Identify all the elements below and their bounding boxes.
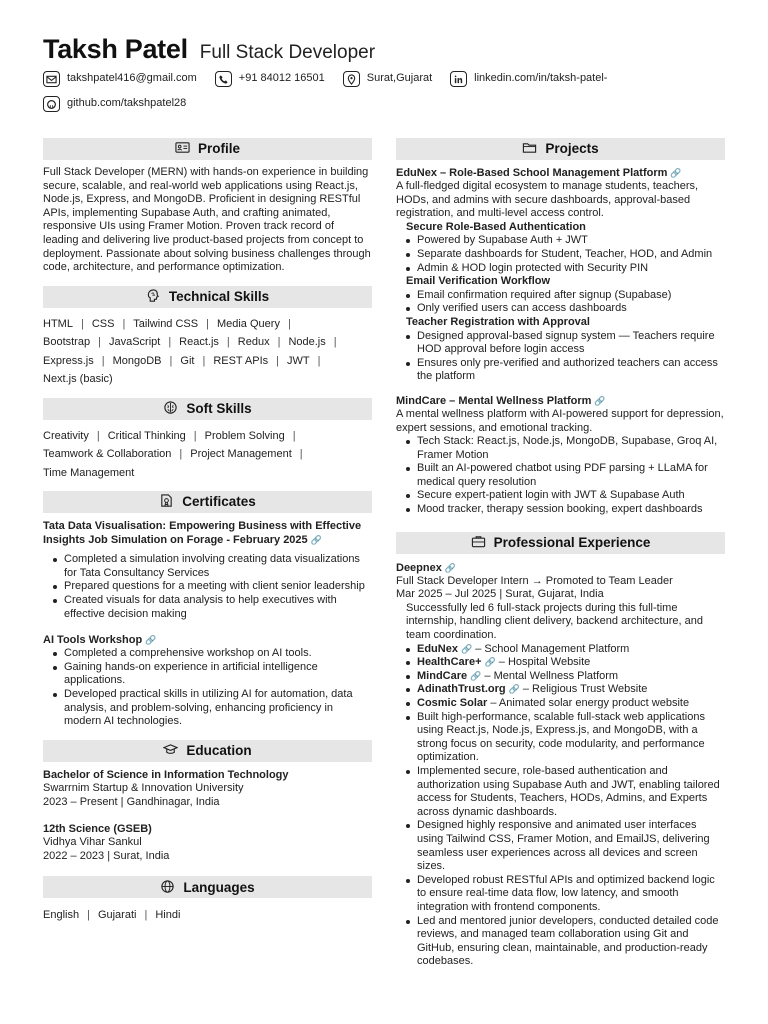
list-item: Implemented secure, role-based authentication and authorization using Supabase Auth and JWT, enabling tailored access for Students, Teachers, HODs, Admins, and Experts across dynamic dashboards.	[396, 765, 725, 819]
project-subheading: Email Verification Workflow	[406, 275, 551, 288]
graduation-cap-icon	[163, 742, 178, 760]
list-item: Mood tracker, therapy session booking, expert dashboards	[396, 503, 725, 517]
certificate-title[interactable]: AI Tools Workshop 🔗	[43, 634, 157, 647]
profile-heading: Profile	[43, 138, 372, 160]
list-item: AdinathTrust.org 🔗 – Religious Trust Website	[396, 683, 725, 697]
list-item: Created visuals for data analysis to help executives with effective decision making	[43, 594, 372, 621]
certificates-heading: Certificates	[43, 491, 372, 513]
skill-item: MongoDB	[112, 354, 162, 367]
contact-github-text: github.com/takshpatel28	[67, 97, 187, 110]
link-icon[interactable]: 🔗	[460, 643, 473, 654]
list-item: Only verified users can access dashboards	[396, 302, 725, 316]
certificate-icon	[159, 493, 174, 511]
skill-item: Project Management	[190, 448, 292, 461]
list-item: Designed highly responsive and animated user interfaces using Tailwind CSS, Framer Motion, and EmailJS, delivering seamless user experiences across all devices and screen sizes.	[396, 819, 725, 873]
language-item: Gujarati	[97, 909, 137, 922]
skill-item: React.js	[179, 336, 219, 349]
certificate-bullets	[43, 647, 372, 729]
link-icon[interactable]: 🔗	[145, 635, 157, 646]
link-icon[interactable]: 🔗	[444, 562, 457, 573]
contact-location	[343, 71, 432, 87]
education-meta: 2022 – 2023 | Surat, India	[43, 849, 170, 862]
brain-icon	[146, 288, 161, 306]
brain-circle-icon	[163, 400, 178, 418]
education-meta: 2023 – Present | Gandhinagar, India	[43, 795, 220, 808]
project-bullets	[396, 330, 725, 384]
project-bullets	[396, 289, 725, 316]
experience-heading: Professional Experience	[396, 532, 725, 554]
skill-item: Tailwind CSS	[133, 317, 199, 330]
soft-skills-heading: Soft Skills	[43, 398, 372, 420]
project-subheading: Teacher Registration with Approval	[406, 315, 590, 328]
skill-item: JavaScript	[108, 336, 161, 349]
school: Vidhya Vihar Sankul	[43, 836, 142, 849]
contact-phone[interactable]	[215, 71, 325, 87]
degree: Bachelor of Science in Information Technology	[43, 768, 289, 781]
skill-item: Git	[180, 354, 195, 367]
link-icon[interactable]: 🔗	[484, 657, 496, 668]
list-item: HealthCare+ 🔗 – Hospital Website	[396, 656, 725, 670]
contact-email-text: takshpatel416@gmail.com	[67, 72, 197, 85]
list-item: Powered by Supabase Auth + JWT	[396, 234, 725, 248]
contact-list	[43, 71, 733, 112]
skill-item: Time Management	[43, 466, 135, 479]
project-description: A full-fledged digital ecosystem to manage students, teachers, HODs, and admins with secure dashboards, approval-based registration, and multi-level access control.	[396, 180, 699, 220]
list-item: Secure expert-patient login with JWT & Supabase Auth	[396, 489, 725, 503]
experience-projects	[396, 643, 725, 969]
skill-item: Redux	[237, 336, 270, 349]
list-item: EduNex 🔗 – School Management Platform	[396, 643, 725, 657]
job-meta: Mar 2025 – Jul 2025 | Surat, Gujarat, India	[396, 588, 604, 601]
resume-header	[43, 33, 733, 112]
list-item: Completed a simulation involving creating data visualizations for Tata Consultancy Services	[43, 553, 372, 580]
list-item: Led and mentored junior developers, conducted detailed code reviews, and managed team collaboration using Git and GitHub, ensuring clean, maintainable, and production-ready codebases.	[396, 915, 725, 969]
projects-heading: Projects	[396, 138, 725, 160]
job-summary: Successfully led 6 full-stack projects during this full-time internship, handling client delivery, backend architecture, and team coordination.	[406, 601, 703, 642]
linkedin-icon	[450, 71, 467, 87]
location-icon	[343, 71, 360, 87]
company-name[interactable]: Deepnex 🔗	[396, 561, 457, 574]
briefcase-icon	[471, 534, 486, 552]
list-item: Gaining hands-on experience in artificial intelligence applications.	[43, 661, 372, 688]
education-entry	[43, 769, 372, 810]
skill-item: Next.js (basic)	[43, 373, 113, 386]
skill-item: Bootstrap	[43, 336, 91, 349]
education-entry	[43, 823, 372, 864]
person-name: Taksh Patel	[43, 34, 188, 64]
list-item: Developed robust RESTful APIs and optimized backend logic to ensure real-time data flow, low latency, and smooth integration with frontend components.	[396, 874, 725, 915]
languages-list: English | Gujarati | Hindi	[43, 909, 181, 922]
job-title: Full Stack Developer	[199, 42, 376, 63]
language-item: English	[43, 909, 80, 922]
list-item: Tech Stack: React.js, Node.js, MongoDB, Supabase, Groq AI, Framer Motion	[396, 435, 725, 462]
list-item: Prepared questions for a meeting with client senior leadership	[43, 580, 372, 594]
soft-skills-list: Creativity | Critical Thinking | Problem Solving | Teamwork & Collaboration | Project Management | Time Management	[43, 429, 303, 479]
mail-icon	[43, 71, 60, 87]
globe-icon	[160, 879, 175, 897]
list-item: Separate dashboards for Student, Teacher, HOD, and Admin	[396, 248, 725, 262]
list-item: Admin & HOD login protected with Security PIN	[396, 262, 725, 276]
skill-item: Critical Thinking	[107, 429, 186, 442]
phone-icon	[215, 71, 232, 87]
list-item: Designed approval-based signup system — Teachers require HOD approval before login access	[396, 330, 725, 357]
contact-email[interactable]	[43, 71, 197, 87]
skill-item: Teamwork & Collaboration	[43, 448, 172, 461]
language-item: Hindi	[155, 909, 181, 922]
left-column	[43, 138, 372, 925]
list-item: Ensures only pre-verified and authorized teachers can access the platform	[396, 357, 725, 384]
skill-item: Problem Solving	[204, 429, 285, 442]
list-item: Built an AI-powered chatbot using PDF parsing + LLaMA for medical query resolution	[396, 462, 725, 489]
contact-github[interactable]	[43, 96, 186, 112]
link-icon[interactable]: 🔗	[670, 168, 682, 178]
contact-phone-text: +91 84012 16501	[238, 72, 325, 85]
link-icon[interactable]: 🔗	[508, 684, 520, 695]
list-item: Built high-performance, scalable full-stack web applications using React.js, Node.js, Express.js, and MongoDB, with a strong focus on security, code modularity, and performance optimization.	[396, 711, 725, 765]
contact-location-text: Surat,Gujarat	[366, 72, 433, 85]
list-item: Developed practical skills in utilizing AI for automation, data analysis, and problem-solving, enhancing proficiency in modern AI technologies.	[43, 688, 372, 729]
project-title-edunex[interactable]: EduNex – Role-Based School Management Platform 🔗	[396, 167, 682, 179]
education-heading: Education	[43, 740, 372, 762]
project-bullets	[396, 234, 725, 275]
project-description: A mental wellness platform with AI-powered support for depression, expert sessions, and emotional tracking.	[396, 407, 724, 434]
link-icon[interactable]: 🔗	[594, 395, 606, 406]
certificate-title[interactable]: Tata Data Visualisation: Empowering Business with Effective Insights Job Simulation on Forage - February 2025 🔗	[43, 520, 362, 547]
degree: 12th Science (GSEB)	[43, 822, 152, 835]
project-bullets	[396, 435, 725, 517]
folder-icon	[522, 140, 537, 158]
list-item: Email confirmation required after signup (Supabase)	[396, 289, 725, 303]
id-card-icon	[175, 140, 190, 158]
right-column	[396, 138, 725, 969]
job-role: Full Stack Developer Intern → Promoted to Team Leader	[396, 574, 673, 587]
certificate-bullets	[43, 553, 372, 621]
link-icon[interactable]: 🔗	[470, 670, 482, 681]
skill-item: Media Query	[216, 317, 280, 330]
skill-item: Node.js	[288, 336, 326, 349]
project-title-mindcare[interactable]: MindCare – Mental Wellness Platform 🔗	[396, 394, 606, 407]
skill-item: REST APIs	[213, 354, 269, 367]
skill-item: JWT	[287, 354, 310, 367]
contact-linkedin[interactable]	[450, 71, 607, 87]
skill-item: Creativity	[43, 429, 89, 442]
skill-item: CSS	[91, 317, 115, 330]
technical-skills-list: HTML | CSS | Tailwind CSS | Media Query | Bootstrap | JavaScript | React.js | Redux | Node.js | Express.js | MongoDB | Git | REST APIs | JWT | Next.js (basic)	[43, 317, 337, 386]
profile-text: Full Stack Developer (MERN) with hands-on experience in building secure, scalable, and real-world web applications using React.js, Node.js, Express, and MongoDB. Proficient in designing RESTful APIs, implementing Supabase Auth, and crafting animated, responsive UIs using Framer Motion. Proven track record of leading and delivering live product-based projects from concept to deployment. Passionate about solving business challenges through code, architecture, and performance optimization.	[43, 166, 371, 274]
skill-item: Express.js	[43, 354, 94, 367]
github-icon	[43, 96, 60, 112]
school: Swarrnim Startup & Innovation University	[43, 782, 244, 795]
list-item: Completed a comprehensive workshop on AI tools.	[43, 647, 372, 661]
project-subheading: Secure Role-Based Authentication	[406, 220, 586, 233]
list-item: MindCare 🔗 – Mental Wellness Platform	[396, 670, 725, 684]
languages-heading: Languages	[43, 876, 372, 898]
skill-item: HTML	[43, 317, 73, 330]
list-item: Cosmic Solar – Animated solar energy product website	[396, 697, 725, 711]
link-icon[interactable]: 🔗	[310, 535, 322, 546]
contact-linkedin-text: linkedin.com/in/taksh-patel-	[474, 72, 608, 85]
technical-skills-heading: Technical Skills	[43, 286, 372, 308]
